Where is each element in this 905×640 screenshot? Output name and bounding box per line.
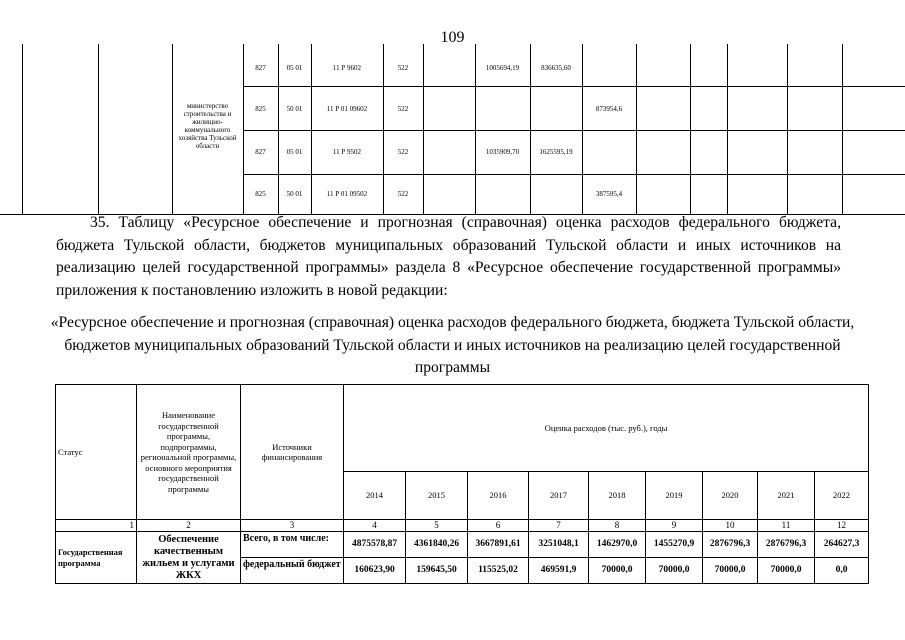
paragraph-35: [56, 212, 841, 302]
value-cell: 4875578,87: [344, 532, 406, 558]
column-number: 5: [406, 520, 468, 532]
paragraph-text: Таблицу «Ресурсное обеспечение и прогнозная (справочная) оценка расходов федерального бюджета, бюджета Тульской области, бюджетов муниципальных образований Тульской области и иных источников на реализацию целей государственной программы» раздела 8 «Ресурсное обеспечение государственной программы» приложения к постановлению изложить в новой редакции:: [56, 214, 841, 299]
value-cell: 2876796,3: [758, 532, 815, 558]
table-title: «Ресурсное обеспечение и прогнозная (справочная) оценка расходов федерального бюджета, бюджета Тульской области, бюджетов муниципальных образований Тульской области и иных источников на реализацию целей государственной программы: [50, 314, 855, 376]
cell: 522: [397, 105, 409, 113]
column-number: 1: [56, 520, 137, 532]
cell: 50 01: [286, 190, 303, 198]
value-cell: 115525,02: [468, 558, 529, 584]
source-cell: Всего, в том числе:: [241, 532, 344, 558]
value-cell: 469591,9: [529, 558, 589, 584]
header-program-name: Наименование государственной программы, подпрограммы, региональной программы, основного мероприятия государственной программы: [137, 385, 241, 520]
column-number: 12: [815, 520, 869, 532]
page-number: 109: [440, 29, 465, 46]
year-header: 2021: [758, 472, 815, 520]
cell: 836635,60: [541, 64, 571, 72]
program-name-cell: Обеспечение качественным жильем и услугами ЖКХ: [137, 532, 241, 584]
year-header: 2016: [468, 472, 529, 520]
column-number: 8: [589, 520, 646, 532]
column-number: 11: [758, 520, 815, 532]
cell: 522: [397, 148, 409, 156]
year-header: 2017: [529, 472, 589, 520]
table-row: [56, 532, 869, 558]
value-cell: 70000,0: [703, 558, 758, 584]
value-cell: 3667891,61: [468, 532, 529, 558]
year-header: 2018: [589, 472, 646, 520]
column-number: 2: [137, 520, 241, 532]
cell: 11 Р 9602: [332, 64, 362, 72]
value-cell: 0,0: [815, 558, 869, 584]
cell: 05 01: [286, 148, 303, 156]
value-cell: 4361840,26: [406, 532, 468, 558]
cell: 825: [255, 105, 266, 113]
value-cell: 70000,0: [589, 558, 646, 584]
value-cell: 1462970,0: [589, 532, 646, 558]
column-number: 6: [468, 520, 529, 532]
value-cell: 159645,50: [406, 558, 468, 584]
source-cell: федеральный бюджет: [241, 558, 344, 584]
cell: 05 01: [286, 64, 303, 72]
column-number: 4: [344, 520, 406, 532]
cell: 825: [255, 190, 266, 198]
value-cell: 160623,90: [344, 558, 406, 584]
column-number: 7: [529, 520, 589, 532]
value-cell: 264627,3: [815, 532, 869, 558]
cell: 522: [397, 64, 409, 72]
cell: 387595,4: [595, 190, 623, 198]
value-cell: 70000,0: [758, 558, 815, 584]
cell: 11 Р 01 09502: [326, 190, 368, 198]
value-cell: 1455270,9: [646, 532, 703, 558]
value-cell: 3251048,1: [529, 532, 589, 558]
column-number: 9: [646, 520, 703, 532]
status-cell: Государственная программа: [56, 532, 137, 584]
resource-table: [55, 384, 869, 584]
column-number: 10: [703, 520, 758, 532]
year-header: 2020: [703, 472, 758, 520]
cell: 1625595,19: [539, 148, 573, 156]
cell: 873954,6: [595, 105, 623, 113]
value-cell: 2876796,3: [703, 532, 758, 558]
year-header: 2019: [646, 472, 703, 520]
header-funding-source: Источники финансирования: [241, 385, 344, 520]
header-estimate: Оценка расходов (тыс. руб.), годы: [344, 385, 869, 472]
column-number: 3: [241, 520, 344, 532]
header-status: Статус: [56, 385, 137, 520]
organization-name: министерство строительства и жилищно-коммунального хозяйства Тульской области: [178, 102, 237, 150]
cell: 1005694,19: [485, 64, 520, 72]
cell: 522: [397, 190, 409, 198]
year-header: 2014: [344, 472, 406, 520]
cell: 827: [255, 148, 266, 156]
cell: 827: [255, 64, 266, 72]
year-header: 2022: [815, 472, 869, 520]
value-cell: 70000,0: [646, 558, 703, 584]
top-table: [0, 44, 905, 215]
year-header: 2015: [406, 472, 468, 520]
cell: 50 01: [286, 105, 303, 113]
cell: 11 Р 9502: [332, 148, 362, 156]
cell: 1035909,70: [485, 148, 520, 156]
cell: 11 Р 01 09602: [326, 105, 368, 113]
paragraph-number: 35.: [90, 214, 110, 231]
